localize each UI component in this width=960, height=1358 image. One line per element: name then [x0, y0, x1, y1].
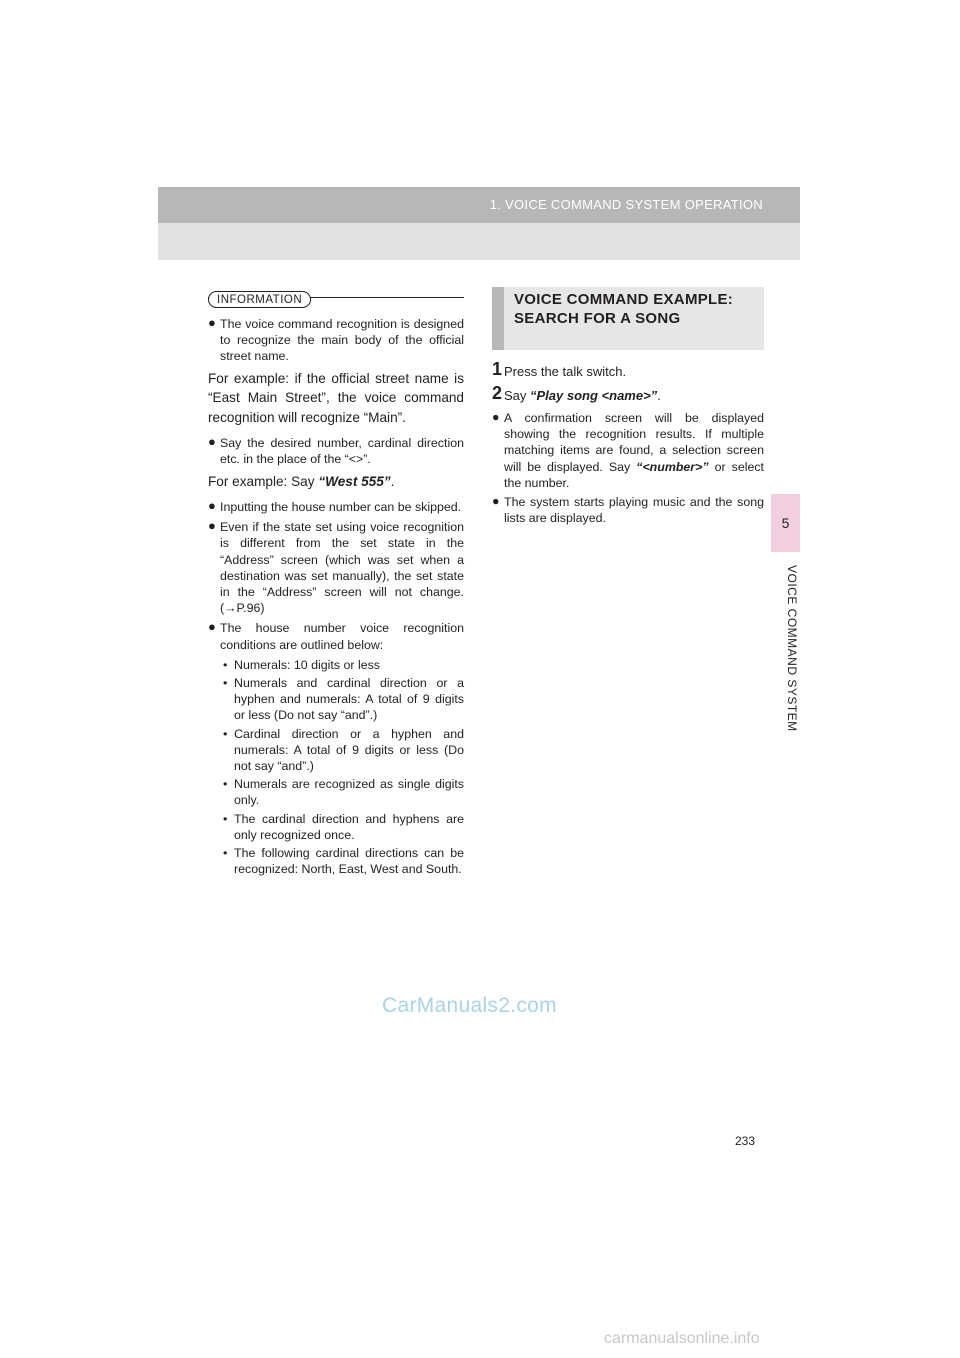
list-item: • Numerals: 10 digits or less	[223, 657, 380, 672]
procedure-bullet	[492, 410, 764, 491]
step-number: 1	[492, 359, 503, 379]
bullet-icon: ●	[208, 315, 216, 330]
bullet-text: The system starts playing music and the song lists are displayed.	[504, 495, 764, 526]
list-item: • Numerals are recognized as single digits only.	[223, 777, 464, 808]
example-phrase: “West 555”	[318, 473, 391, 489]
example-prefix: For example: Say	[208, 473, 319, 489]
info-bullet	[208, 519, 464, 616]
step-number: 2	[492, 383, 503, 403]
info-bullet	[208, 499, 464, 515]
step-suffix: .	[657, 388, 661, 403]
info-bullet	[208, 435, 464, 467]
bullet-icon: ●	[208, 498, 216, 514]
bullet-icon: ●	[208, 434, 216, 450]
section-accent-bar	[492, 287, 504, 350]
procedure-bullet	[492, 494, 764, 526]
info-bullet-text: The voice command recognition is designed to recognize the main body of the official street name.	[220, 317, 464, 364]
bullet-text: or select the number.	[504, 459, 764, 490]
list-item: • Numerals and cardinal direction or a hyphen and numerals: A total of 9 digits or less (Do not say “and”.)	[223, 676, 464, 723]
step-2	[492, 383, 764, 406]
watermark-footer: carmanualsonline.info	[604, 1330, 760, 1347]
page-header	[158, 187, 800, 260]
bullet-phrase: “<number>”	[636, 459, 709, 474]
info-bullet-text: Inputting the house number can be skipped.	[220, 500, 462, 515]
section-heading-box	[492, 287, 764, 350]
list-item: • The cardinal direction and hyphens are only recognized once.	[223, 811, 464, 842]
chapter-side-label: VOICE COMMAND SYSTEM	[785, 565, 799, 732]
info-bullet-text: The house number voice recognition conditions are outlined below:	[220, 621, 464, 652]
info-bullet	[208, 620, 464, 652]
list-item: • The following cardinal directions can be recognized: North, East, West and South.	[223, 846, 464, 877]
page-number: 233	[735, 1134, 756, 1148]
bullet-text: A confirmation screen will be displayed showing the recognition results. If multiple matching items are found, a selection screen will be displayed. Say	[504, 411, 764, 474]
section-title: VOICE COMMAND EXAMPLE: SEARCH FOR A SONG	[514, 291, 734, 327]
header-title: 1. VOICE COMMAND SYSTEM OPERATION	[489, 197, 763, 212]
house-number-conditions	[220, 657, 464, 878]
example-text: For example: if the official street name is “East Main Street”, the voice command recognition will recognize “Main”.	[208, 370, 464, 425]
info-bullet-text: Say the desired number, cardinal direction etc. in the place of the “<>”.	[220, 436, 464, 467]
procedure-column	[492, 287, 764, 529]
info-bullet	[208, 316, 464, 365]
step-text: Press the talk switch.	[504, 364, 627, 379]
bullet-icon: ●	[208, 518, 216, 534]
example-suffix: .	[390, 473, 395, 489]
bullet-icon: ●	[208, 619, 216, 635]
step-prefix: Say	[504, 388, 531, 403]
bullet-icon: ●	[492, 494, 500, 509]
information-column	[208, 290, 464, 879]
list-item: • Cardinal direction or a hyphen and numerals: A total of 9 digits or less (Do not say “and”.)	[223, 726, 464, 774]
chapter-number-tab: 5	[771, 494, 800, 552]
information-tab: INFORMATION	[208, 291, 311, 308]
step-1	[492, 359, 764, 382]
header-strip	[158, 187, 800, 223]
bullet-icon: ●	[492, 410, 500, 424]
step-phrase: “Play song <name>”	[530, 388, 658, 403]
watermark: CarManuals2.com	[382, 994, 557, 1017]
example-text	[208, 472, 464, 492]
info-bullet-text: Even if the state set using voice recognition is different from the set state in the “Address” screen (which was set when a destination was set manually), the set state in the “Address” screen will not change. (→P.96)	[220, 520, 464, 616]
